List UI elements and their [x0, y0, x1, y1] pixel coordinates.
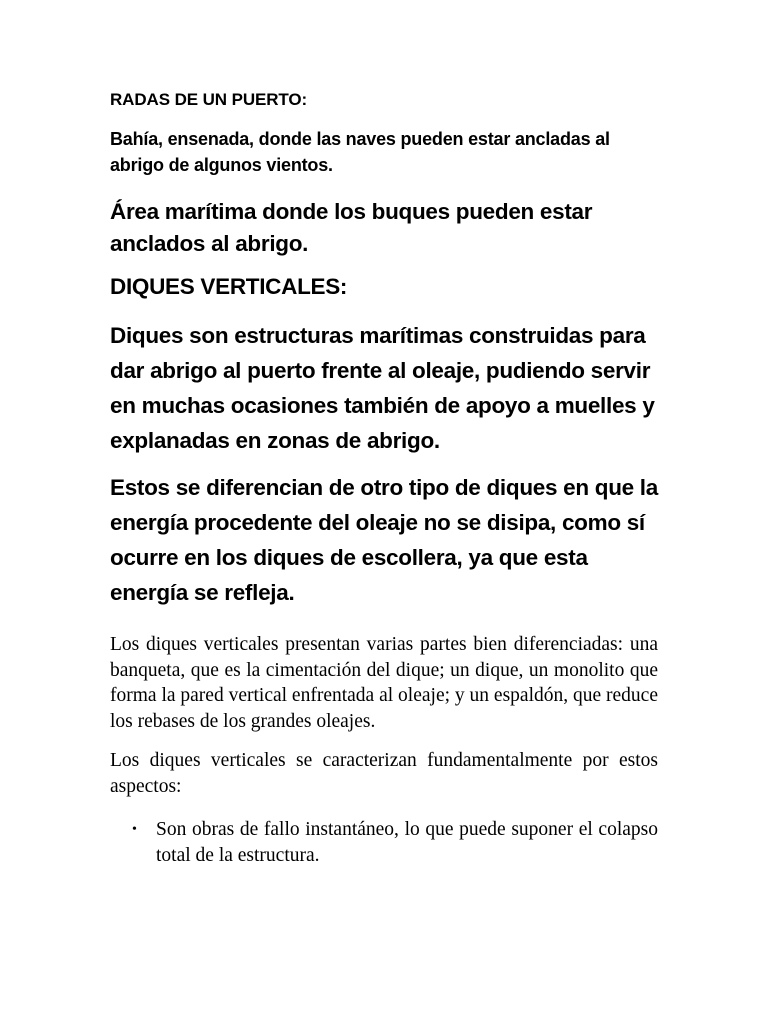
heading-radas-de-un-puerto: RADAS DE UN PUERTO:: [110, 90, 308, 109]
bullet-text: Son obras de fallo instantáneo, lo que puede suponer el colapso total de la estructura.: [156, 819, 658, 866]
paragraph-partes-del-dique: Los diques verticales presentan varias partes bien diferenciadas: una banqueta, que es la cimentación del dique; un dique, un monolito que forma la pared vertical enfrentada al oleaje; y un espaldón, que reduce los rebases de los grandes oleajes.: [110, 634, 658, 732]
paragraph-aspectos: Los diques verticales se caracterizan fundamentalmente por estos aspectos:: [110, 750, 658, 797]
definition-diques-2: Estos se diferencian de otro tipo de diques en que la energía procedente del oleaje no se disipa, como sí ocurre en los diques de escollera, ya que esta energía se refleja.: [110, 475, 658, 605]
bullet-list: [110, 817, 658, 868]
bullet-marker: •: [132, 822, 137, 837]
heading-diques-verticales: DIQUES VERTICALES:: [110, 274, 348, 299]
document-page: [110, 88, 658, 868]
definition-diques-1: Diques son estructuras marítimas construidas para dar abrigo al puerto frente al oleaje, pudiendo servir en muchas ocasiones también de apoyo a muelles y explanadas en zonas de abrigo.: [110, 323, 655, 453]
list-item: [110, 817, 658, 868]
definition-radas-1: Bahía, ensenada, donde las naves pueden estar ancladas al abrigo de algunos vientos.: [110, 129, 610, 175]
definition-radas-2: Área marítima donde los buques pueden estar anclados al abrigo.: [110, 199, 593, 256]
